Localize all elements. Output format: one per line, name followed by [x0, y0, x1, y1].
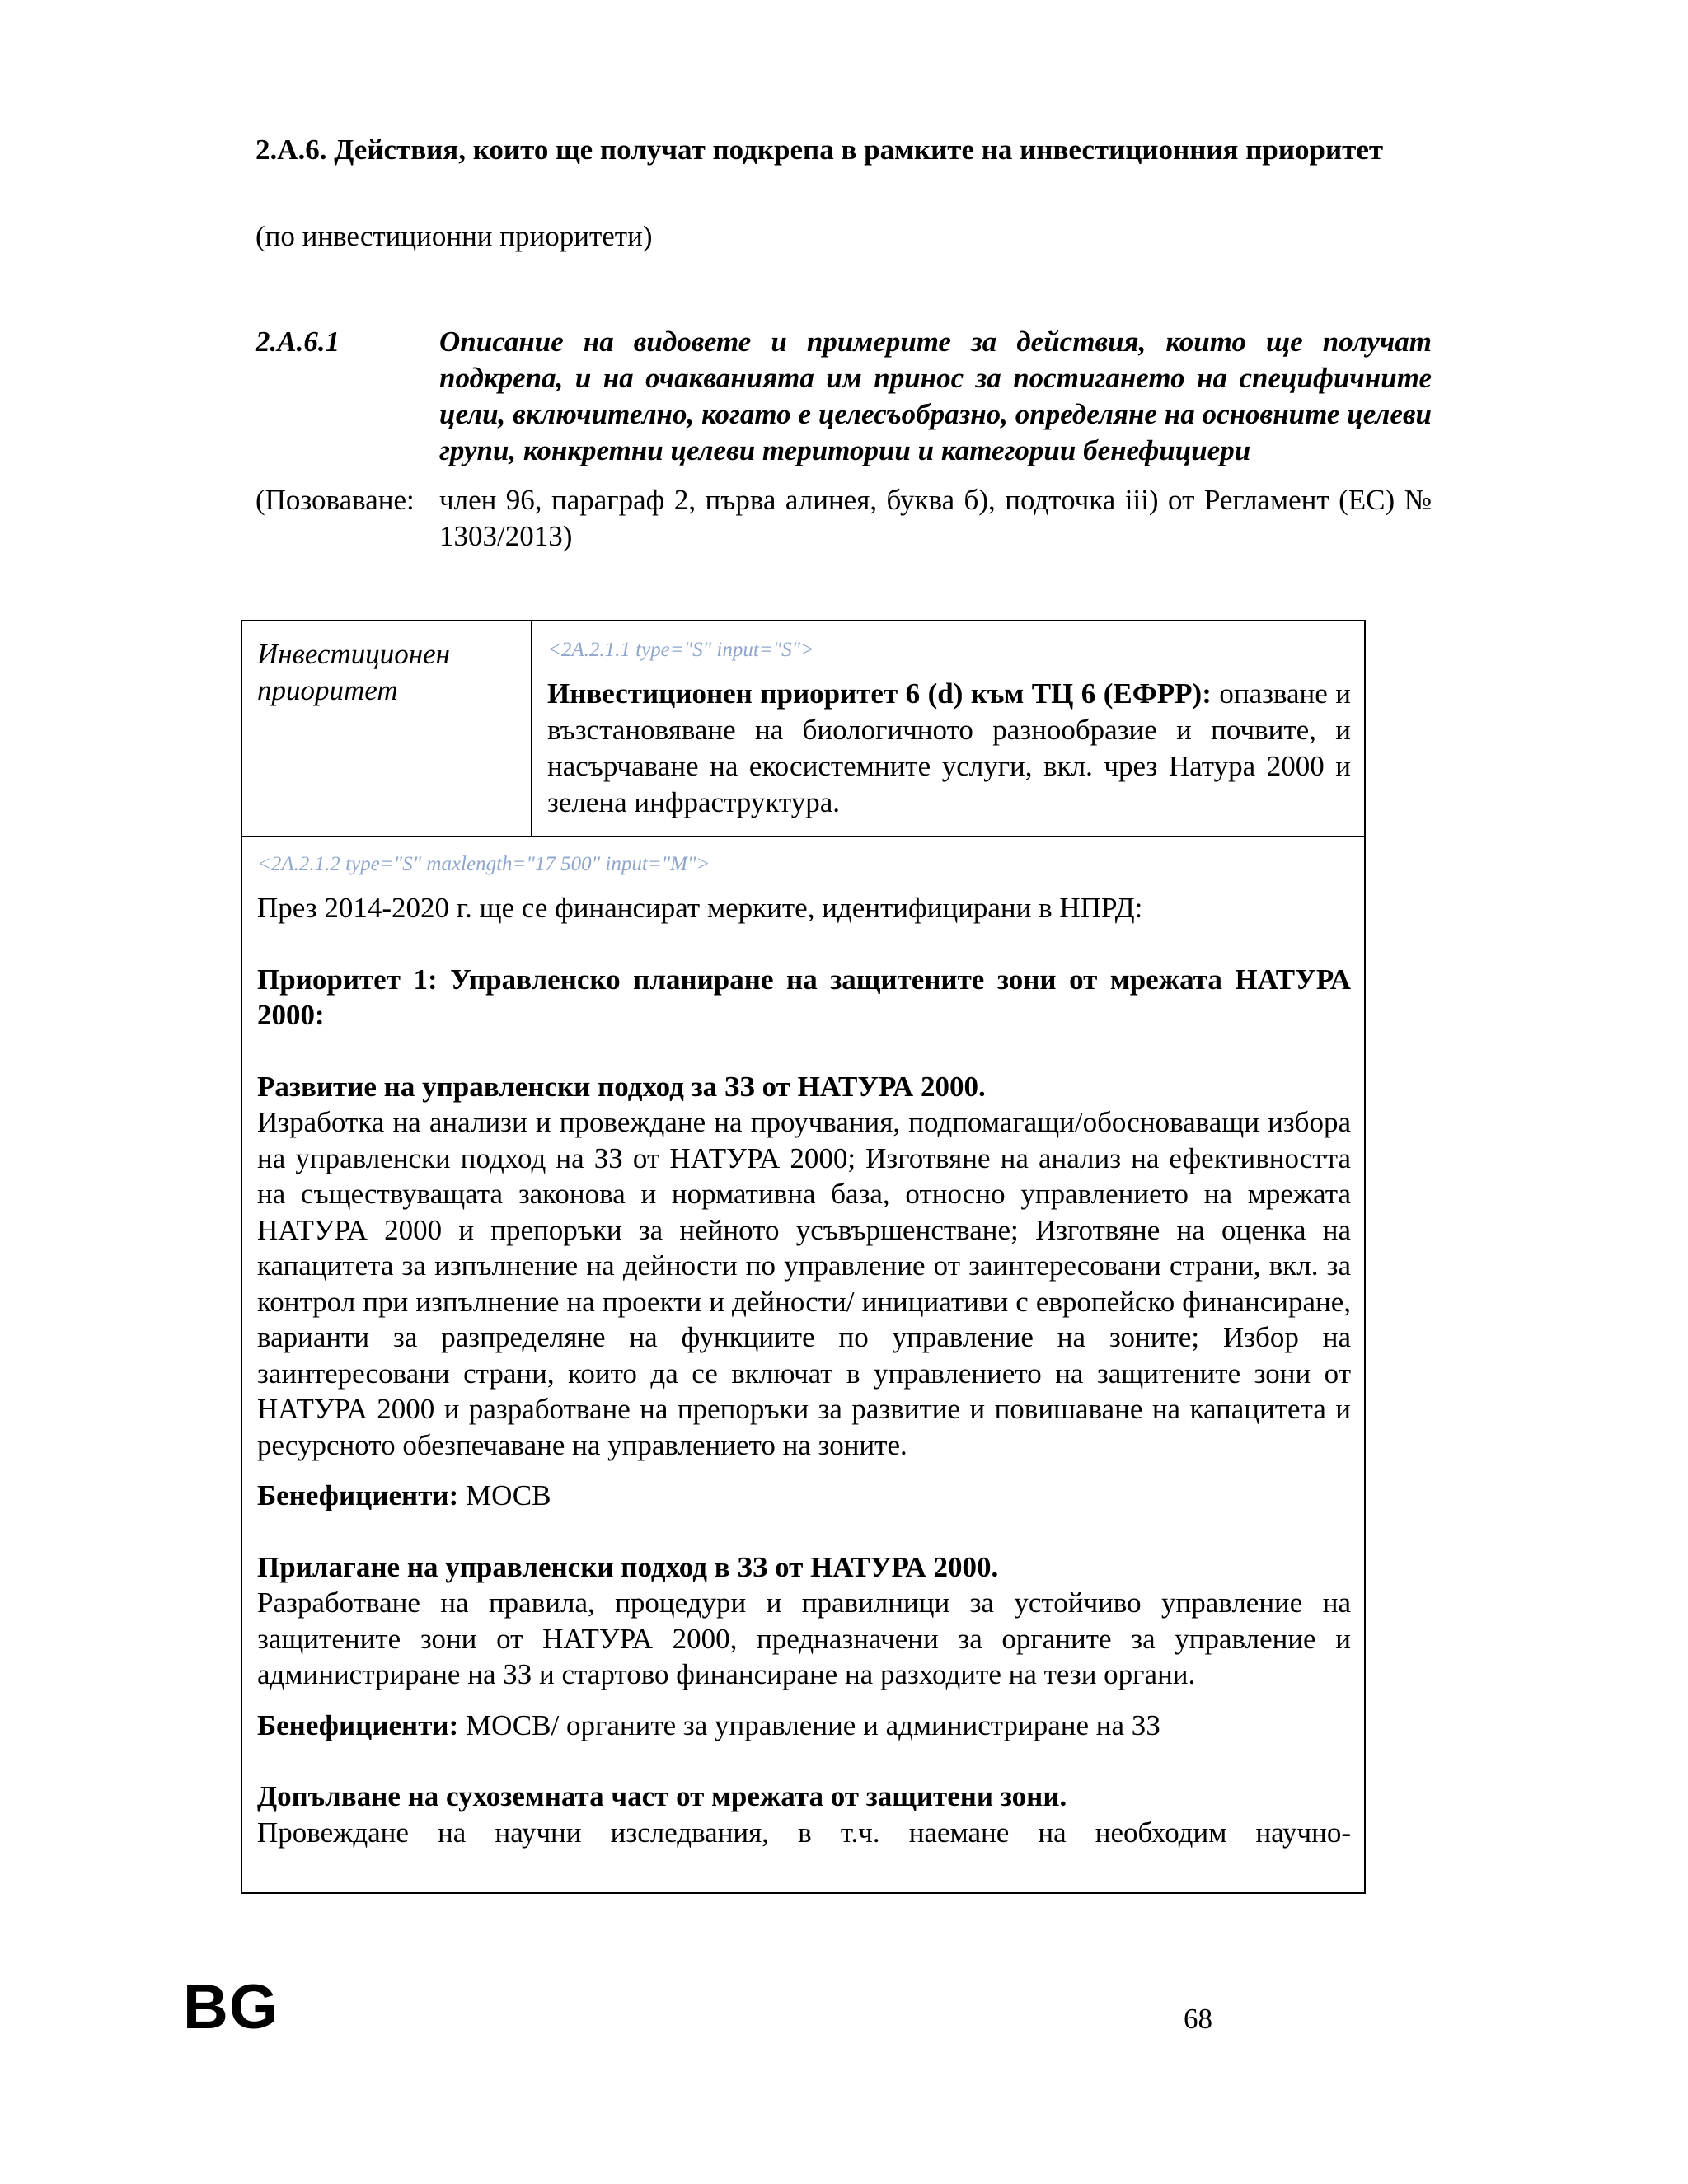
description-cell [242, 837, 1364, 1892]
priority-cell [532, 621, 1364, 836]
measure2-text: Разработване на правила, процедури и правилници за устойчиво управление на защитените зони от НАТУРА 2000, предназначени за органите за управление и администриране на ЗЗ и стартово финансиране на разходите на тези органи. [257, 1586, 1351, 1690]
measure1-title: Развитие на управленски подход за ЗЗ от НАТУРА 2000. [257, 1070, 986, 1103]
content-table [241, 620, 1366, 1894]
priority-text [547, 676, 1351, 821]
section-heading: 2.A.6. Действия, които ще получат подкрепа в рамките на инвестиционния приоритет [256, 134, 1384, 166]
beneficiaries-value: МОСВ [465, 1479, 551, 1511]
measure3-title: Допълване на сухоземната част от мрежата от защитени зони. [257, 1780, 1067, 1812]
priority-description: опазване и възстановяване на биологичното разнообразие и почвите, и насърчаване на екосистемните услуги, вкл. чрез Натура 2000 и зелена инфраструктура. [547, 677, 1351, 818]
beneficiaries-value: МОСВ/ органите за управление и администриране на ЗЗ [465, 1708, 1160, 1741]
priority-label: Инвестиционен приоритет [242, 621, 532, 836]
content-field-code: <2A.2.1.2 type="S" maxlength="17 500" input="M"> [257, 853, 710, 875]
subsection-number: 2.A.6.1 [256, 326, 340, 358]
measure2-beneficiaries [257, 1708, 1351, 1744]
intro-paragraph: През 2014-2020 г. ще се финансират мерките, идентифицирани в НПРД: [257, 892, 1143, 924]
measure3-text: Провеждане на научни изследвания, в т.ч. наемане на необходим научно- [257, 1816, 1351, 1849]
priority-field-code: <2A.2.1.1 type="S" input="S"> [547, 639, 815, 661]
language-code-logo: BG [183, 1972, 279, 2042]
reference-label: (Позоваване: [256, 484, 415, 516]
priority1-heading: Приоритет 1: Управленско планиране на защитените зони от мрежата НАТУРА 2000: [257, 963, 1351, 1031]
page-number: 68 [1184, 2003, 1212, 2035]
section-subtitle: (по инвестиционни приоритети) [256, 220, 653, 252]
measure2-title: Прилагане на управленски подход в ЗЗ от НАТУРА 2000. [257, 1550, 999, 1583]
measure1-text: Изработка на анализи и провеждане на проучвания, подпомагащи/обосноваващи избора на управленски подход на ЗЗ от НАТУРА 2000; Изготвяне на анализ на ефективността на съществуващата законова и нормативна база, относно управлението на мрежата НАТУРА 2000 и препоръки за нейното усъвършенстване; Изготвяне на оценка на капацитета за изпълнение на дейности по управление от заинтересовани страни, вкл. за контрол при изпълнение на проекти и дейности/ инициативи с европейско финансиране, варианти за разпределяне на функциите по управление на зоните; Избор на заинтересовани страни, които да се включат в управлението на защитените зони от НАТУРА 2000 и разработване на препоръки за развитие и повишаване на капацитета и ресурсното обезпечаване на управлението на зоните. [257, 1106, 1351, 1461]
reference-text: член 96, параграф 2, първа алинея, буква б), подточка iii) от Регламент (ЕС) № 1303/2013) [439, 484, 1432, 552]
beneficiaries-label: Бенефициенти: [257, 1479, 459, 1511]
priority-title: Инвестиционен приоритет 6 (d) към ТЦ 6 (ЕФРР): [547, 677, 1212, 710]
priority-row [242, 621, 1364, 837]
beneficiaries-label: Бенефициенти: [257, 1708, 459, 1741]
measure1-beneficiaries [257, 1478, 1351, 1514]
subsection-title: Описание на видовете и примерите за действия, които ще получат подкрепа, и на очакванията им принос за постигането на специфичните цели, включително, когато е целесъобразно, определяне на основните целеви групи, конкретни целеви територии и категории бенефициери [439, 326, 1432, 466]
